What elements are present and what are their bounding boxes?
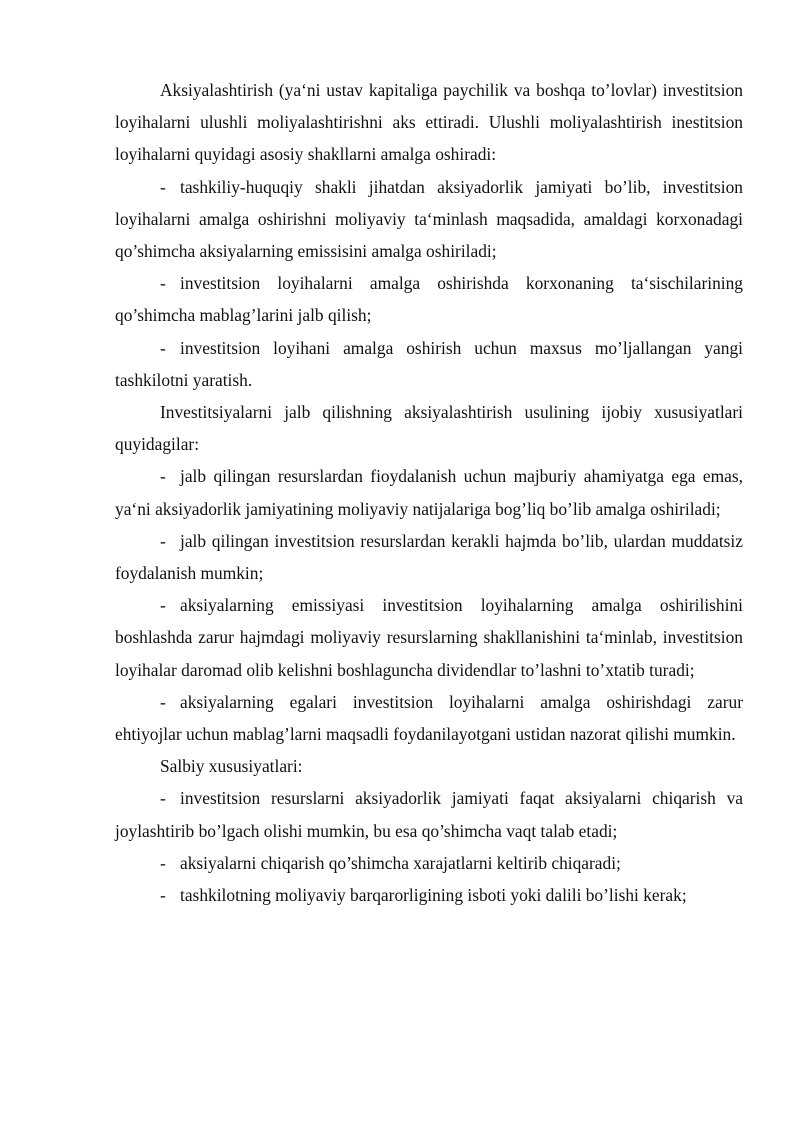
list-item-text: tashkilotning moliyaviy barqarorligining isboti yoki dalili bo’lishi kerak; (180, 885, 687, 906)
paragraph-negative-features (115, 750, 743, 782)
list-item (115, 171, 743, 268)
bullet-dash: - (160, 337, 166, 358)
bullet-dash: - (160, 788, 166, 809)
list-item-text: aksiyalarning egalari investitsion loyihalarni amalga oshirishdagi zarur ehtiyojlar uchun mablag’larni maqsadli foydanilayotgani ustidan nazorat qilishi mumkin. (115, 691, 743, 745)
list-item (115, 879, 743, 911)
list-item-text: investitsion loyihalarni amalga oshirishda korxonaning ta‘sischilarining qo’shimcha mablag’larini jalb qilish; (115, 273, 743, 326)
document-page (115, 74, 743, 911)
list-item (115, 686, 743, 750)
paragraph-positive-features (115, 396, 743, 460)
list-item (115, 460, 743, 524)
bullet-dash: - (160, 176, 166, 197)
list-item (115, 847, 743, 879)
paragraph-text: Aksiyalashtirish (ya‘ni ustav kapitaliga paychilik va boshqa to’lovlar) investitsion loyihalarni ulushli moliyalashtirishni aks ettiradi. Ulushli moliyalashtirish inestitsion loyihalarni quyidagi asosiy shakllarni amalga oshiradi: (115, 80, 743, 165)
bullet-dash: - (160, 466, 166, 487)
list-item-text: aksiyalarning emissiyasi investitsion loyihalarning amalga oshirilishini boshlashda zarur hajmdagi moliyaviy resurslarning shakllanishini ta‘minlab, investitsion loyihalar daromad olib kelishni boshlaguncha dividendlar to’lashni to’xtatib turadi; (115, 595, 743, 680)
list-item (115, 589, 743, 686)
list-item (115, 525, 743, 589)
paragraph-text: Investitsiyalarni jalb qilishning aksiyalashtirish usulining ijobiy xususiyatlari quyidagilar: (115, 402, 743, 455)
list-item (115, 782, 743, 846)
list-item-text: investitsion resurslarni aksiyadorlik jamiyati faqat aksiyalarni chiqarish va joylashtirib bo’lgach olishi mumkin, bu esa qo’shimcha vaqt talab etadi; (115, 788, 743, 841)
bullet-dash: - (160, 852, 166, 873)
paragraph-text: Salbiy xususiyatlari: (160, 756, 303, 777)
list-item (115, 267, 743, 331)
bullet-dash: - (160, 273, 166, 294)
bullet-dash: - (160, 885, 166, 906)
list-item-text: aksiyalarni chiqarish qo’shimcha xarajatlarni keltirib chiqaradi; (180, 852, 621, 873)
list-item-text: investitsion loyihani amalga oshirish uchun maxsus mo’ljallangan yangi tashkilotni yaratish. (115, 337, 743, 390)
paragraph-intro (115, 74, 743, 171)
list-item-text: jalb qilingan resurslardan fioydalanish uchun majburiy ahamiyatga ega emas, ya‘ni aksiyadorlik jamiyatining moliyaviy natijalariga bog’liq bo’lib amalga oshiriladi; (115, 466, 743, 519)
list-item-text: jalb qilingan investitsion resurslardan kerakli hajmda bo’lib, ulardan muddatsiz foydalanish mumkin; (115, 530, 743, 584)
list-item-text: tashkiliy-huquqiy shakli jihatdan aksiyadorlik jamiyati bo’lib, investitsion loyihalarni amalga oshirishni moliyaviy ta‘minlash maqsadida, amaldagi korxonadagi qo’shimcha aksiyalarning emissisini amalga oshiriladi; (115, 176, 743, 262)
bullet-dash: - (160, 530, 166, 551)
list-item (115, 332, 743, 396)
bullet-dash: - (160, 691, 166, 712)
bullet-dash: - (160, 595, 166, 616)
